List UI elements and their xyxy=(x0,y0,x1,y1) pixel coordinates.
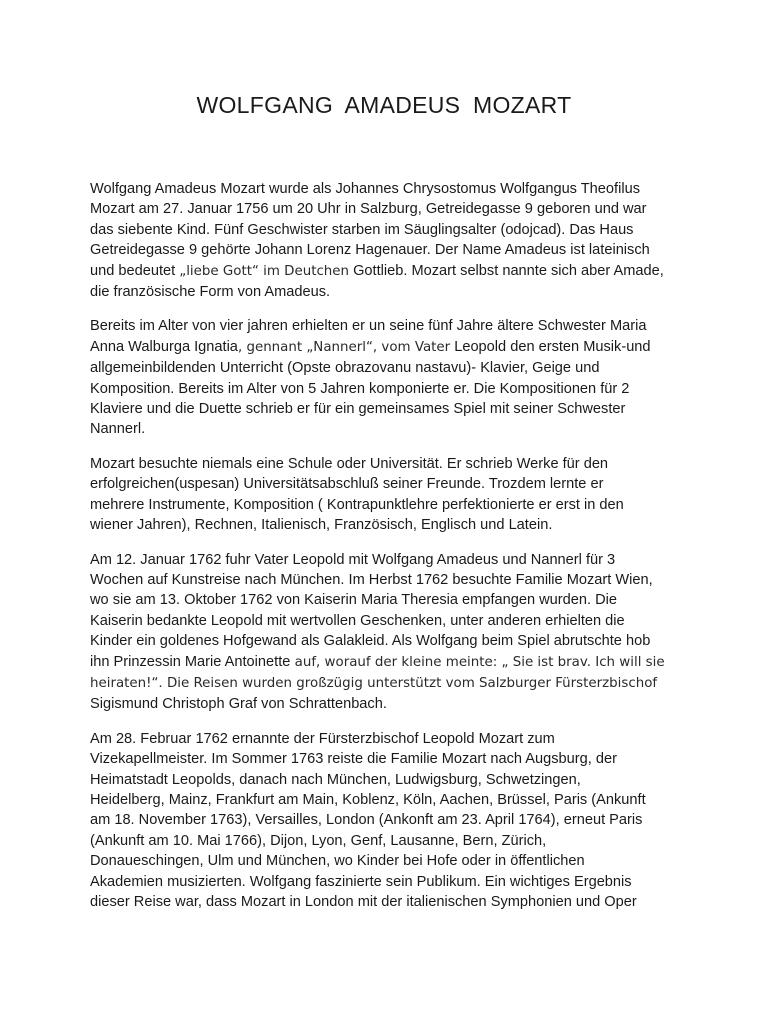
text-line xyxy=(90,570,684,590)
text-segment: Kinder ein goldenes Hofgewand als Galakleid. Als Wolfgang beim Spiel abrutschte hob xyxy=(90,633,651,650)
text-line xyxy=(90,220,684,240)
text-segment: Heimatstadt Leopolds, danach nach München, Ludwigsburg, Schwetzingen, xyxy=(90,771,581,788)
text-segment: und bedeutet xyxy=(90,262,180,279)
text-line xyxy=(90,419,684,439)
text-segment: (Ankunft am 10. Mai 1766), Dijon, Lyon, Genf, Lausanne, Bern, Zürich, xyxy=(90,832,547,849)
text-segment: dieser Reise war, dass Mozart in London mit der italienischen Symphonien und Oper xyxy=(90,894,637,910)
text-line xyxy=(90,379,684,399)
text-line xyxy=(90,770,684,790)
text-line xyxy=(90,673,684,694)
text-line xyxy=(90,652,684,673)
text-line xyxy=(90,631,684,651)
text-line xyxy=(90,550,684,570)
text-line xyxy=(90,729,684,749)
text-segment: erfolgreichen(uspesan) Universitätsabschluß seiner Freunde. Trozdem lernte er xyxy=(90,476,604,493)
text-segment: Gottlieb. Mozart selbst nannte sich aber Amade, xyxy=(349,262,664,279)
text-segment: Wolfgang Amadeus Mozart wurde als Johannes Chrysostomus Wolfgangus Theofilus xyxy=(90,181,640,197)
paragraph xyxy=(90,729,684,913)
text-segment: ihn Prinzessin Marie Antoinette xyxy=(90,653,291,670)
text-segment: Vizekapellmeister. Im Sommer 1763 reiste die Familie Mozart nach Augsburg, der xyxy=(90,751,617,768)
text-segment: Kaiserin bedankte Leopold mit wertvollen Geschenken, unter anderen erhielten die xyxy=(90,612,625,629)
text-line xyxy=(90,316,684,336)
text-line xyxy=(90,851,684,871)
text-segment: Anna Walburga Ignatia xyxy=(90,338,238,355)
text-line xyxy=(90,199,684,219)
paragraph xyxy=(90,550,684,715)
text-line xyxy=(90,892,684,912)
text-line xyxy=(90,694,684,714)
text-line xyxy=(90,749,684,769)
text-segment: Donaueschingen, Ulm und München, wo Kinder bei Hofe oder in öffentlichen xyxy=(90,853,585,870)
text-line xyxy=(90,179,684,199)
text-segment: Komposition. Bereits im Alter von 5 Jahren komponierte er. Die Kompositionen für 2 xyxy=(90,380,630,397)
text-line xyxy=(90,282,684,302)
paragraph xyxy=(90,179,684,302)
paragraph xyxy=(90,316,684,439)
text-segment: mehrere Instrumente, Komposition ( Kontrapunktlehre perfektionierte er erst in den xyxy=(90,496,624,513)
text-segment: Nannerl. xyxy=(90,421,146,438)
text-line xyxy=(90,810,684,830)
paragraph xyxy=(90,454,684,536)
text-segment-alt-font: heiraten!“. Die Reisen wurden großzügig unterstützt vom Salzburger Fürsterzbischof xyxy=(90,675,658,691)
text-segment: Wochen auf Kunstreise nach München. Im Herbst 1762 besuchte Familie Mozart Wien, xyxy=(90,571,653,588)
text-line xyxy=(90,611,684,631)
text-segment-alt-font: , gennant „Nannerl“, vom Vater xyxy=(237,339,451,355)
text-segment: das siebente Kind. Fünf Geschwister starben im Säuglingsalter (odojcad). Das Haus xyxy=(90,221,634,238)
text-line xyxy=(90,337,684,358)
text-segment: Am 28. Februar 1762 ernannte der Fürsterzbischof Leopold Mozart zum xyxy=(90,730,555,747)
text-segment: Am 12. Januar 1762 fuhr Vater Leopold mit Wolfgang Amadeus und Nannerl für 3 xyxy=(90,551,616,568)
text-segment: Leopold den ersten Musik-und xyxy=(450,338,651,355)
text-segment: Mozart am 27. Januar 1756 um 20 Uhr in Salzburg, Getreidegasse 9 geboren und war xyxy=(90,201,647,218)
text-line xyxy=(90,240,684,260)
text-segment: die französische Form von Amadeus. xyxy=(90,284,331,301)
text-segment: Akademien musizierten. Wolfgang faszinierte sein Publikum. Ein wichtiges Ergebnis xyxy=(90,873,632,890)
text-segment: wo sie am 13. Oktober 1762 von Kaiserin Maria Theresia empfangen wurden. Die xyxy=(90,592,618,609)
text-segment: Bereits im Alter von vier jahren erhielten er un seine fünf Jahre ältere Schwester Maria xyxy=(90,318,647,335)
text-segment: wiener Jahren), Rechnen, Italienisch, Französisch, Englisch und Latein. xyxy=(90,517,553,534)
text-segment: allgemeinbildenden Unterricht (Opste obrazovanu nastavu)- Klavier, Geige und xyxy=(90,360,600,377)
document-title: WOLFGANG AMADEUS MOZART xyxy=(196,92,572,118)
text-line xyxy=(90,790,684,810)
text-line xyxy=(90,495,684,515)
document-body xyxy=(90,179,684,926)
text-segment-alt-font: auf, worauf der kleine meinte: „ Sie ist brav. Ich will sie xyxy=(290,654,665,670)
text-segment: Mozart besuchte niemals eine Schule oder Universität. Er schrieb Werke für den xyxy=(90,455,609,472)
text-line xyxy=(90,872,684,892)
text-line xyxy=(90,515,684,535)
text-line xyxy=(90,261,684,282)
text-segment: Heidelberg, Mainz, Frankfurt am Main, Koblenz, Köln, Aachen, Brüssel, Paris (Ankunft xyxy=(90,791,646,808)
text-line xyxy=(90,474,684,494)
text-line xyxy=(90,590,684,610)
text-segment-alt-font: „liebe Gott“ im Deutchen xyxy=(179,263,350,279)
text-segment: Getreidegasse 9 gehörte Johann Lorenz Hagenauer. Der Name Amadeus ist lateinisch xyxy=(90,242,650,259)
text-segment: Sigismund Christoph Graf von Schrattenbach. xyxy=(90,696,387,713)
text-line xyxy=(90,831,684,851)
text-segment: Klaviere und die Duette schrieb er für ein gemeinsames Spiel mit seiner Schwester xyxy=(90,401,626,418)
text-line xyxy=(90,454,684,474)
text-line xyxy=(90,399,684,419)
text-segment: am 18. November 1763), Versailles, London (Ankonft am 23. April 1764), erneut Paris xyxy=(90,812,643,829)
text-line xyxy=(90,358,684,378)
